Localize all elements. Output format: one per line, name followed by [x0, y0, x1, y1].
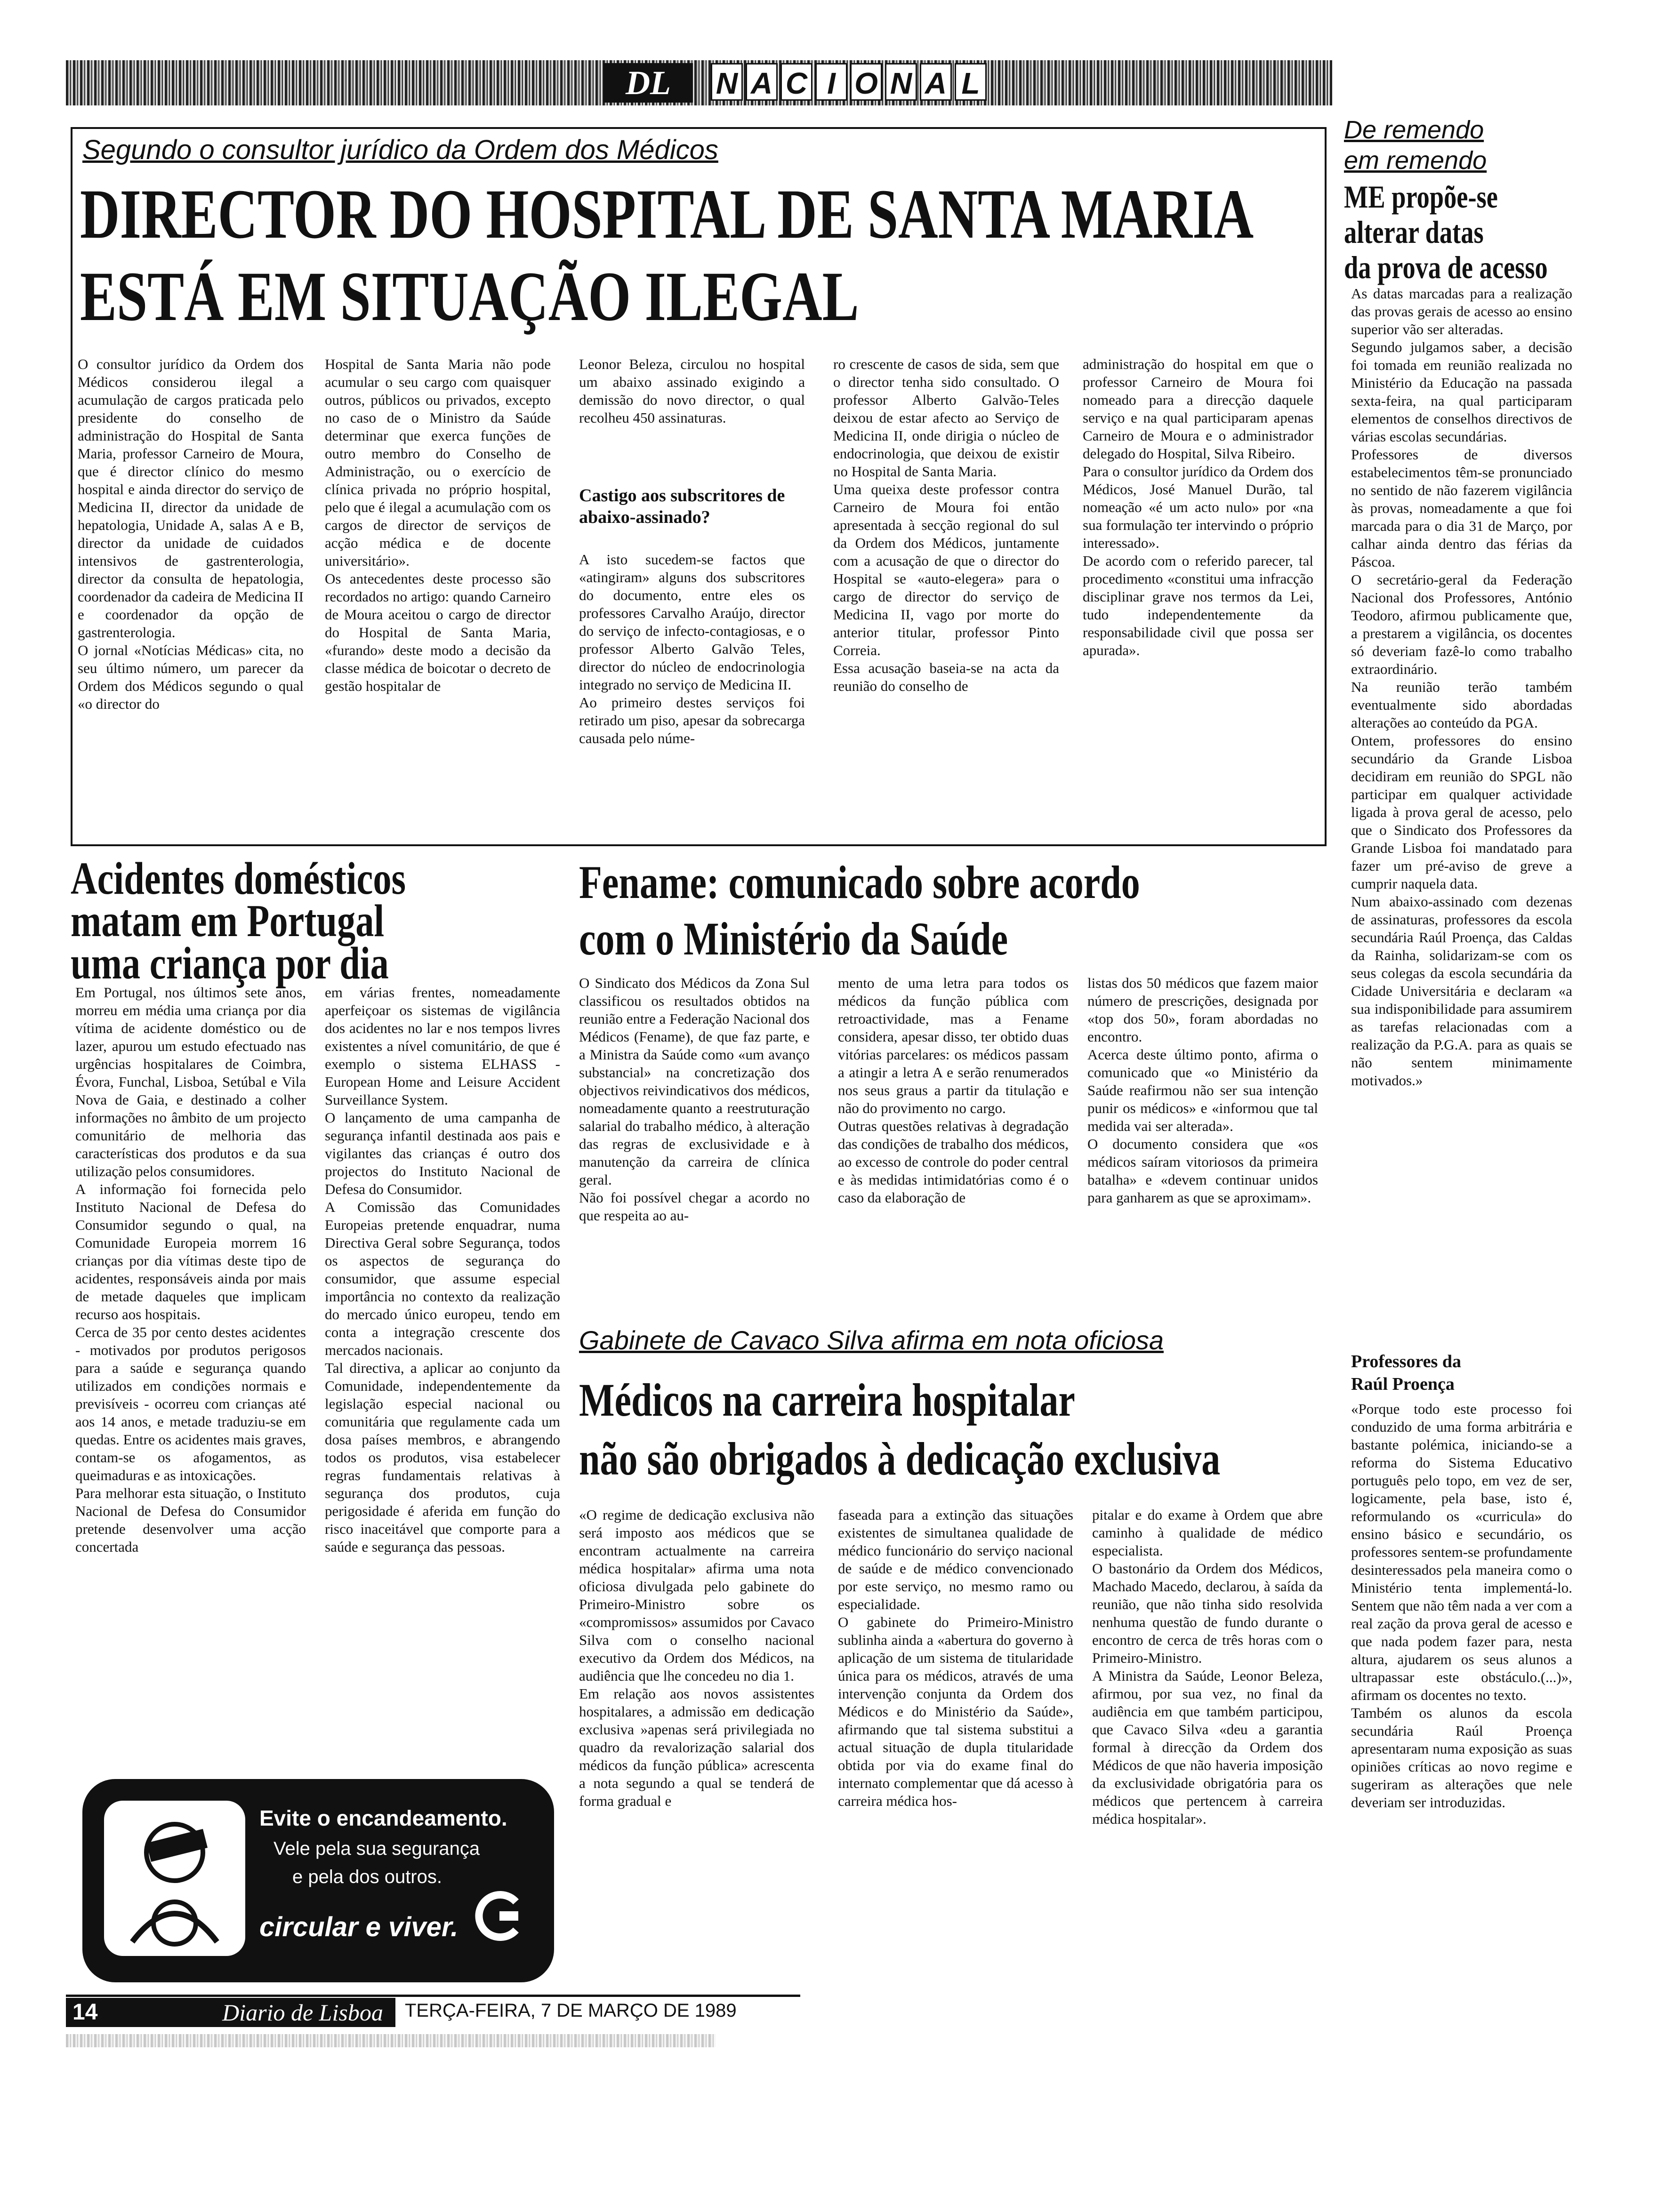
sidebar-title-1: ME propõe-se	[1344, 179, 1498, 215]
ad-line-1: Evite o encandeamento.	[259, 1806, 507, 1830]
cavaco-col-2: faseada para a extinção das situações existentes de simultanea qualidade de médico funcionário do serviço nacional de saúde e de médico convencionado por este serviço, no mesmo ramo ou especialidade. O gabinete do Primeiro-Ministro sublinha ainda a «abertura do governo à aplicação de um sistema de titularidade única para os médicos, através de uma intervenção conjunta da Ordem dos Médicos e do Ministério da Saúde», afirmando que tal sistema substitui a actual situação de dupla titularidade obtida por via do exame final do internato complementar que dá acesso à carreira médica hos-	[838, 1507, 1073, 1809]
accidents-title-1: Acidentes domésticos	[71, 853, 406, 904]
sidebar-body: As datas marcadas para a realização das provas gerais de acesso ao ensino superior vão ser alteradas. Segundo julgamos saber, a decisão foi tomada em reunião realizada no Ministério da Educação na passada sexta-feira, na qual participaram elementos de conselhos directivos de várias escolas secundárias. Professores de diversos estabelecimentos têm-se pronunciado no sentido de não fazerem vigilância às provas, nomeadamente a que foi marcada para o dia 31 de Março, por calhar ainda dentro das férias da Páscoa. O secretário-geral da Federação Nacional dos Professores, António Teodoro, afirmou publicamente que, a prestarem a vigilância, os docentes só deveriam fazê-lo como trabalho extraordinário. Na reunião terão também eventualmente sido abordadas alterações ao conteúdo da PGA. Ontem, professores do ensino secundário da Grande Lisboa decidiram em reunião do SPGL não participar em qualquer actividade ligada à prova geral de acesso, pelo que o Sindicato dos Professores da Grande Lisboa foi mandatado para fazer um pré-aviso de greve a cumprir naquela data. Num abaixo-assinado com dezenas de assinaturas, professores da escola secundária Raúl Proença, das Caldas da Rainha, solidarizam-se com os seus colegas da escola secundária da Cidade Universitária e declaram «a sua indisponibilidade para assumirem as tarefas relacionadas com a realização da P.G.A. para as quais se não sentem minimamente motivados.»	[1351, 285, 1572, 1089]
ad-logo-icon	[471, 1890, 523, 1942]
page-number: 14	[66, 1998, 395, 2027]
main-col-1: O consultor jurídico da Ordem dos Médicos considerou ilegal a acumulação de cargos praticada pelo presidente do conselho de administração do Hospital de Santa Maria, professor Carneiro de Moura, que é director clínico do mesmo hospital e ainda director do serviço de Medicina II, director da unidade de hepatologia, Unidade A, salas A e B, director da unidade de cuidados intensivos de gastrenterologia, director da consulta de hepatologia, coordenador da cadeira de Medicina II e coordenador da opção de gastrenterologia. O jornal «Notícias Médicas» cita, no seu último número, um parecer da Ordem dos Médicos segundo o qual «o director do	[78, 356, 304, 712]
paper-name: Diario de Lisboa	[222, 1999, 383, 2026]
section-letter: N	[711, 63, 743, 101]
fename-col-2: mento de uma letra para todos os médicos da função pública com retroactividade, mas a Fename considera, apesar disso, ter obtido duas vitórias parcelares: os médicos passam a atingir a letra A e serão renumerados nos seus graus a partir da titulação e não do provimento no cargo. Outras questões relativas à degradação das condições de trabalho dos médicos, ao excesso de controle do poder central e às medidas intimidatórias como é o caso da elaboração de	[838, 975, 1069, 1206]
section-letter: L	[955, 63, 987, 101]
main-subhead: Castigo aos subscritores de abaixo-assinado?	[579, 486, 785, 527]
cavaco-title-1: Médicos na carreira hospitalar	[579, 1374, 1075, 1426]
main-headline-line1: DIRECTOR DO HOSPITAL DE SANTA MARIA	[80, 175, 1254, 253]
section-letter: N	[885, 63, 917, 101]
issue-date: TERÇA-FEIRA, 7 DE MARÇO DE 1989	[405, 2000, 737, 2021]
cavaco-kicker: Gabinete de Cavaco Silva afirma em nota oficiosa	[579, 1325, 1164, 1355]
cavaco-col-1: «O regime de dedicação exclusiva não será imposto aos médicos que se encontram actualmente na carreira médica hospitalar» afirma uma nota oficiosa divulgada pelo gabinete do Primeiro-Ministro sobre os «compromissos» assumidos por Cavaco Silva com o conselho nacional executivo da Ordem dos Médicos, na audiência que lhe concedeu no dia 1. Em relação aos novos assistentes hospitalares, a admissão em dedicação exclusiva »apenas será privilegiada no quadro da revalorização salarial dos médicos da função pública» acrescenta a nota segundo a qual se tenderá de forma gradual e	[579, 1507, 814, 1809]
section-letter: A	[746, 63, 778, 101]
main-headline-line2: ESTÁ EM SITUAÇÃO ILEGAL	[80, 257, 859, 336]
ad-slogan: circular e viver.	[259, 1912, 458, 1942]
fename-col-1: O Sindicato dos Médicos da Zona Sul classificou os resultados obtidos na reunião entre a Federação Nacional dos Médicos (Fename), de que faz parte, e a Ministra da Saúde como «um avanço substancial» na concretização dos objectivos reivindicativos dos médicos, nomeadamente quanto a reestruturação salarial do trabalho médico, à alteração das regras de exclusividade e à manutenção da carreira de clínica geral. Não foi possível chegar a acordo no que respeita ao au-	[579, 975, 810, 1224]
section-letter: C	[780, 63, 812, 101]
sidebar-subhead-2: Raúl Proença	[1351, 1374, 1455, 1394]
section-letter: I	[815, 63, 847, 101]
accidents-title-2: matam em Portugal	[71, 896, 385, 946]
footer-faded-strip	[66, 2034, 716, 2047]
main-col-5: administração do hospital em que o professor Carneiro de Moura foi nomeado para a direcção daquele serviço e na qual participaram apenas Carneiro de Moura e o administrador delegado do Hospital, Silva Ribeiro. Para o consultor jurídico da Ordem dos Médicos, José Manuel Durão, tal nomeação «é um acto nulo» por «na sua formulação ter intervindo o próprio interessado». De acordo com o referido parecer, tal procedimento «constitui uma infracção disciplinar grave nos termos da Lei, tudo independentemente da responsabilidade civil que possa ser apurada».	[1083, 356, 1313, 658]
sidebar-kicker-2: em remendo	[1344, 146, 1487, 175]
footer-rule	[66, 1995, 800, 1997]
logo-dl: DL	[603, 63, 693, 103]
driver-illustration-icon	[104, 1801, 245, 1956]
fename-title-2: com o Ministério da Saúde	[579, 913, 1008, 965]
sidebar-title-3: da prova de acesso	[1344, 249, 1548, 285]
accidents-col-2: em várias frentes, nomeadamente aperfeiçoar os sistemas de vigilância dos acidentes no lar e nos tempos livres existentes a nível comunitário, de que é exemplo o sistema ELHASS - European Home and Leisure Accident Surveillance System. O lançamento de uma campanha de segurança infantil destinada aos pais e vigilantes das crianças é outro dos projectos do Instituto Nacional de Defesa do Consumidor. A Comissão das Comunidades Europeias pretende enquadrar, numa Directiva Geral sobre Segurança, todos os aspectos de segurança do consumidor, que assume especial importância no contexto da realização do mercado único europeu, tendo em conta a integração crescente dos mercados nacionais. Tal directiva, a aplicar ao conjunto da Comunidade, independentemente da legislação especial nacional ou comunitária que regulamente cada um dosa países membros, e abrangendo todos os produtos, visa estabelecer regras fundamentais relativas à segurança dos produtos, cuja perigosidade é aferida em função do risco inaceitável que comporte para a saúde e segurança das pessoas.	[325, 984, 560, 1555]
main-kicker: Segundo o consultor jurídico da Ordem dos Médicos	[82, 135, 718, 165]
main-col-2: Hospital de Santa Maria não pode acumular o seu cargo com quaisquer outros, públicos ou privados, excepto no caso de o Ministro da Saúde determinar que exerca funções de outro membro do Conselho de Administração, ou o exercício de clínica privada no próprio hospital, pelo que é ilegal a acumulação com os cargos de director de serviços de acção médica e de docente universitário». Os antecedentes deste processo são recordados no artigo: quando Carneiro de Moura aceitou o cargo de director do Hospital de Santa Maria, «furando» deste modo a decisão da classe médica de boicotar o decreto de gestão hospitalar de	[325, 356, 551, 694]
section-letter: O	[850, 63, 882, 101]
main-col-4: ro crescente de casos de sida, sem que o director tenha sido consultado. O professor Alberto Galvão-Teles deixou de estar afecto ao Serviço de Medicina II, onde dirigia o núcleo de endocrinologia, que deixou de existir no Hospital de Santa Maria. Uma queixa deste professor contra Carneiro de Moura foi então apresentada à secção regional do sul da Ordem dos Médicos, juntamente com a acusação de que o director do Hospital se «auto-elegera» para o cargo de director do serviço de Medicina II, vago por morte do anterior titular, professor Pinto Correia. Essa acusação baseia-se na acta da reunião do conselho de	[833, 356, 1059, 694]
fename-title-1: Fename: comunicado sobre acordo	[579, 856, 1140, 908]
ad-line-2: Vele pela sua segurança	[273, 1838, 480, 1859]
sidebar-subhead-1: Professores da	[1351, 1352, 1461, 1371]
section-header-bar	[66, 60, 1332, 105]
ad-line-3: e pela dos outros.	[292, 1867, 442, 1887]
accidents-col-1: Em Portugal, nos últimos sete anos, morreu em média uma criança por dia vítima de acidente doméstico ou de lazer, apurou um estudo efectuado nas urgências hospitalares de Coimbra, Évora, Funchal, Lisboa, Setúbal e Vila Nova de Gaia, e destinado a colher informações no âmbito de um projecto comunitário de melhoria das características dos produtos e da sua utilização pelos consumidores. A informação foi fornecida pelo Instituto Nacional de Defesa do Consumidor segundo o qual, na Comunidade Europeia morrem 16 crianças por dia vítimas deste tipo de acidentes, responsáveis ainda por mais de metade daqueles que implicam recurso aos hospitais. Cerca de 35 por cento destes acidentes - motivados por produtos perigosos para a saúde e segurança quando utilizados em condições normais e previsíveis - ocorreu com crianças até aos 14 anos, e metade traduziu-se em quedas. Entre os acidentes mais graves, contam-se os afogamentos, as queimaduras e as intoxicações. Para melhorar esta situação, o Instituto Nacional de Defesa do Consumidor pretende desenvolver uma acção concertada	[75, 984, 306, 1555]
road-safety-ad	[82, 1779, 554, 1982]
fename-col-3: listas dos 50 médicos que fazem maior número de prescrições, designada por «top dos 50», foram abordadas no encontro. Acerca deste último ponto, afirma o comunicado que «o Ministério da Saúde reafirmou não ser sua intenção punir os médicos» e «informou que tal medida vai ser alterada». O documento considera que «os médicos saíram vitoriosos da primeira batalha» e «devem continuar unidos para ganharem as que se aproximam».	[1087, 975, 1318, 1206]
section-letter: A	[920, 63, 952, 101]
main-col-3a: Leonor Beleza, circulou no hospital um abaixo assinado exigindo a demissão do novo director, o qual recolheu 450 assinaturas.	[579, 356, 805, 426]
sidebar-title-2: alterar datas	[1344, 214, 1484, 250]
cavaco-title-2: não são obrigados à dedicação exclusiva	[579, 1433, 1221, 1485]
cavaco-col-3: pitalar e do exame à Ordem que abre caminho à qualidade de médico especialista. O bastonário da Ordem dos Médicos, Machado Macedo, declarou, à saída da reunião, que não tinha sido resolvida nenhuma questão de fundo durante o encontro de cerca de três horas com o Primeiro-Ministro. A Ministra da Saúde, Leonor Beleza, afirmou, por sua vez, no final da audiência em que também participou, que Cavaco Silva «deu a garantia formal à direcção da Ordem dos Médicos de que não haveria imposição da exclusividade obrigatória para os médicos que pertencem à carreira médica hospitalar».	[1092, 1507, 1323, 1827]
section-label-nacional	[711, 63, 987, 103]
sidebar-body-2: «Porque todo este processo foi conduzido de uma forma arbitrária e bastante polémica, iniciando-se a reforma do Sistema Educativo português pelo topo, em vez de ser, logicamente, pela base, isto é, reformulando os «curricula» do ensino básico e secundário, os professores sentem-se profundamente desinteressados pela maneira como o Ministério tenta implementá-lo. Sentem que não têm nada a ver com a real zação da prova geral de acesso e que nada podem fazer para, nesta altura, ajudarem os seus alunos a ultrapassar este obstáculo.(...)», afirmam os docentes no texto. Também os alunos da escola secundária Raúl Proença apresentaram numa exposição as suas opiniões críticas ao novo regime e sugeriram as alterações que nele deveriam ser introduzidas.	[1351, 1401, 1572, 1811]
accidents-title-3: uma criança por dia	[71, 938, 389, 989]
main-col-3b: A isto sucedem-se factos que «atingiram» alguns dos subscritores do documento, entre eles os professores Carvalho Araújo, director do serviço de infecto-contagiosas, e o professor Alberto Galvão Teles, director do núcleo de endocrinologia integrado no serviço de Medicina II. Ao primeiro destes serviços foi retirado um piso, apesar da sobrecarga causada pelo núme-	[579, 551, 805, 746]
sidebar-kicker-1: De remendo	[1344, 116, 1484, 144]
